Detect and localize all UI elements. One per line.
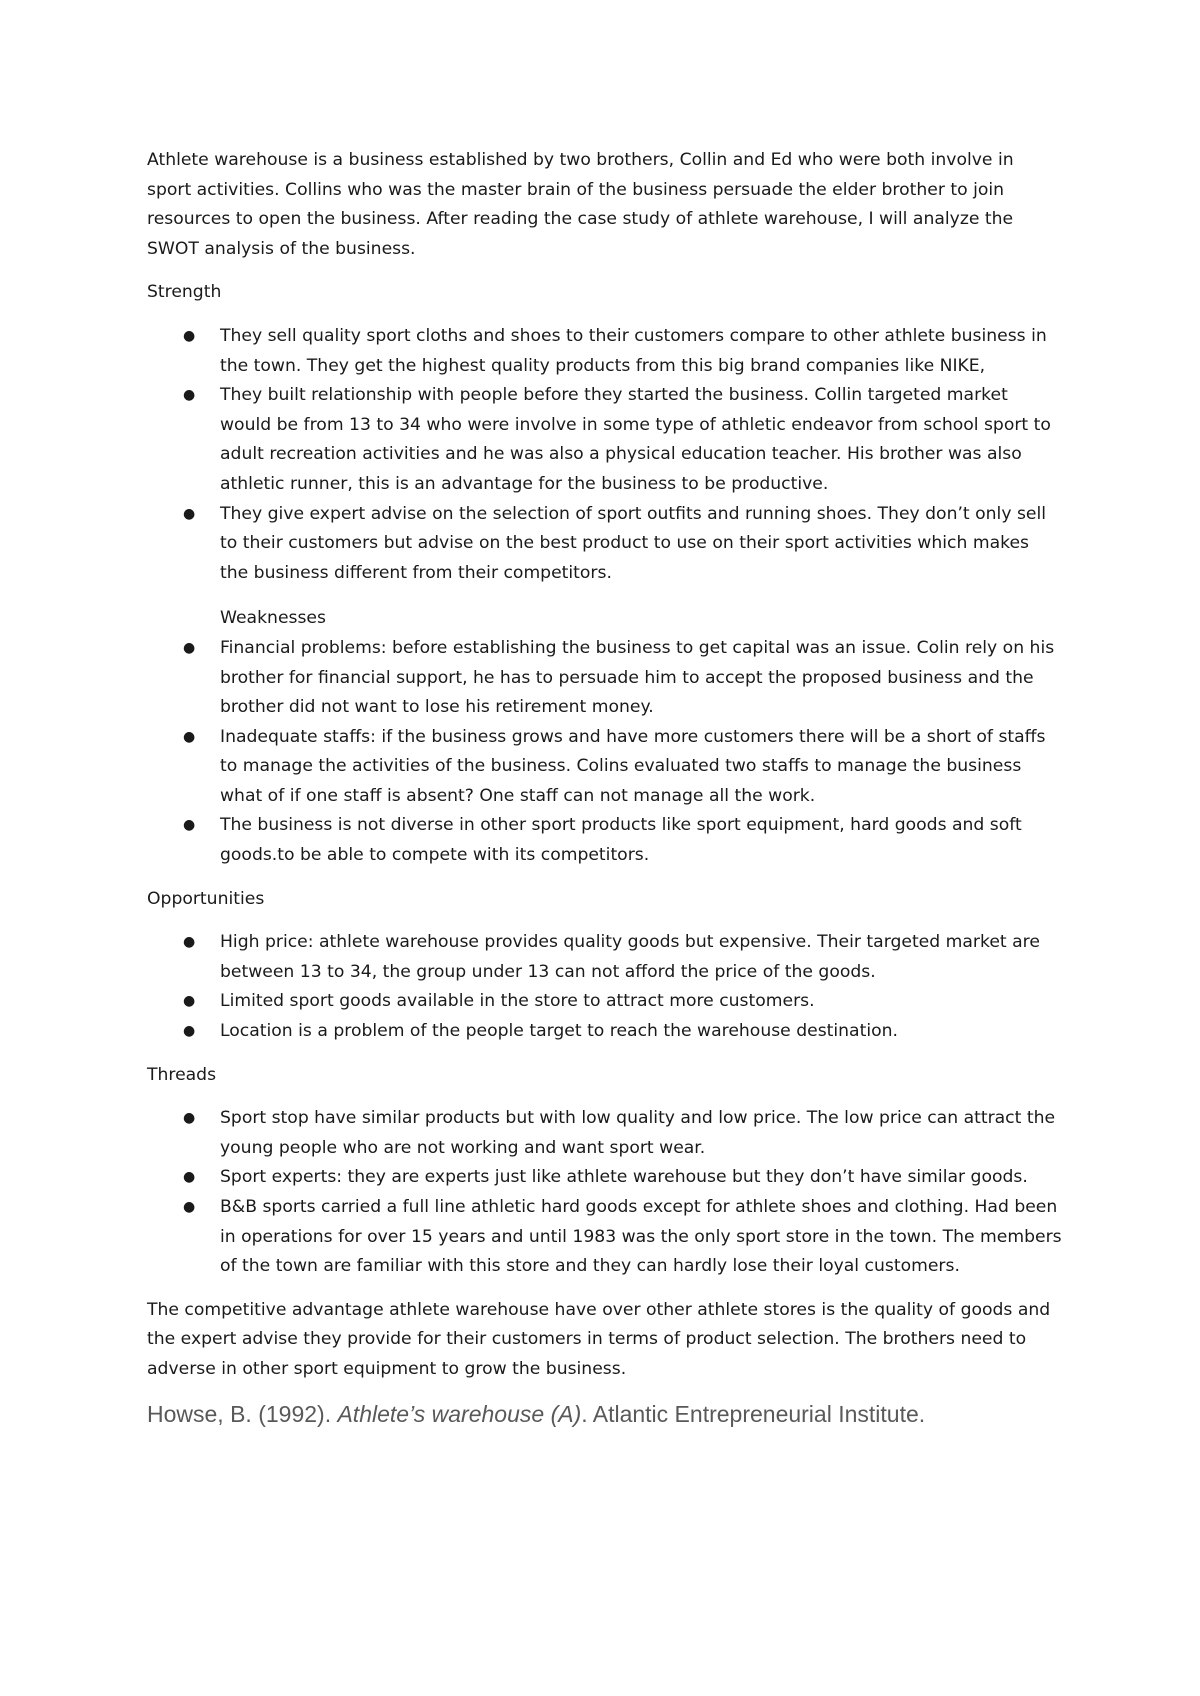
threads-heading: Threads xyxy=(147,1064,217,1085)
list-item xyxy=(147,500,1062,589)
bullet-icon: ● xyxy=(183,1110,196,1127)
list-item-text: They built relationship with people before they started the business. Collin targeted market would be from 13 to 34 who were involve in some type of athletic endeavor from school sport to adult recreation activities and he was also a physical education teacher. His brother was also athletic runner, this is an advantage for the business to be productive. xyxy=(220,385,1051,494)
document-body xyxy=(147,146,1062,1429)
list-item-text: Sport stop have similar products but with low quality and low price. The low price can attract the young people who are not working and want sport wear. xyxy=(220,1108,1056,1158)
list-item-text: Location is a problem of the people target to reach the warehouse destination. xyxy=(220,1021,898,1042)
bullet-icon: ● xyxy=(183,639,196,656)
bullet-icon: ● xyxy=(183,1023,196,1040)
opportunities-heading: Opportunities xyxy=(147,888,265,909)
bullet-icon: ● xyxy=(183,728,196,745)
weaknesses-list xyxy=(147,634,1062,871)
list-item xyxy=(147,811,1062,870)
bullet-icon: ● xyxy=(183,387,196,404)
list-item-text: High price: athlete warehouse provides quality goods but expensive. Their targeted market are between 13 to 34, the group under 13 can not afford the price of the goods. xyxy=(220,932,1040,982)
list-item xyxy=(147,1104,1062,1163)
bullet-icon: ● xyxy=(183,327,196,344)
list-item xyxy=(147,723,1062,812)
strength-heading: Strength xyxy=(147,282,222,303)
list-item xyxy=(147,1017,1062,1047)
list-item xyxy=(147,987,1062,1017)
threads-list xyxy=(147,1104,1062,1282)
bullet-icon: ● xyxy=(183,993,196,1010)
list-item xyxy=(147,322,1062,381)
citation-publisher: . Atlantic Entrepreneurial Institute. xyxy=(581,1400,926,1427)
bullet-icon: ● xyxy=(183,1169,196,1186)
bullet-icon: ● xyxy=(183,1199,196,1215)
list-item xyxy=(147,1163,1062,1193)
list-item-text: The business is not diverse in other sport products like sport equipment, hard goods and soft goods.to be able to compete with its competitors. xyxy=(220,815,1022,866)
citation xyxy=(147,1399,1062,1429)
list-item-text: They give expert advise on the selection of sport outfits and running shoes. They don’t only sell to their customers but advise on the best product to use on their sport activities which makes the business different from their competitors. xyxy=(220,503,1047,583)
list-item-text: Sport experts: they are experts just like athlete warehouse but they don’t have similar goods. xyxy=(220,1167,1028,1188)
list-item-text: B&B sports carried a full line athletic hard goods except for athlete shoes and clothing. Had been in operations for over 15 years and until 1983 was the only sport store in the town. The members of the town are familiar with this store and they can hardly lose their loyal customers. xyxy=(220,1197,1062,1277)
bullet-icon: ● xyxy=(183,817,196,834)
list-item-text: Limited sport goods available in the store to attract more customers. xyxy=(220,991,815,1012)
list-item-text: Financial problems: before establishing the business to get capital was an issue. Colin rely on his brother for financial support, he has to persuade him to accept the proposed business and the brother did not want to lose his retirement money. xyxy=(220,637,1055,718)
bullet-icon: ● xyxy=(183,505,196,522)
bullet-icon: ● xyxy=(183,934,196,951)
list-item xyxy=(147,634,1062,723)
citation-title: Athlete’s warehouse (A) xyxy=(337,1400,582,1427)
list-item-text: They sell quality sport cloths and shoes to their customers compare to other athlete business in the town. They get the highest quality products from this big brand companies like NIKE, xyxy=(220,325,1047,376)
opportunities-list xyxy=(147,928,1062,1046)
strength-list xyxy=(147,322,1062,588)
list-item-text: Inadequate staffs: if the business grows and have more customers there will be a short of staffs to manage the activities of the business. Colins evaluated two staffs to manage the business what of if one staff is absent? One staff can not manage all the work. xyxy=(220,726,1046,806)
list-item xyxy=(147,928,1062,987)
list-item xyxy=(147,381,1062,499)
intro-paragraph: Athlete warehouse is a business established by two brothers, Collin and Ed who were both involve in sport activities. Collins who was the master brain of the business persuade the elder brother to join resources to open the business. After reading the case study of athlete warehouse, I will analyze the SWOT analysis of the business. xyxy=(147,150,1014,259)
list-item xyxy=(147,1193,1062,1282)
weaknesses-heading: Weaknesses xyxy=(220,608,326,629)
conclusion-paragraph: The competitive advantage athlete warehouse have over other athlete stores is the quality of goods and the expert advise they provide for their customers in terms of product selection. The brothers need to adverse in other sport equipment to grow the business. xyxy=(147,1299,1051,1379)
citation-author-year: Howse, B. (1992). xyxy=(147,1400,338,1427)
